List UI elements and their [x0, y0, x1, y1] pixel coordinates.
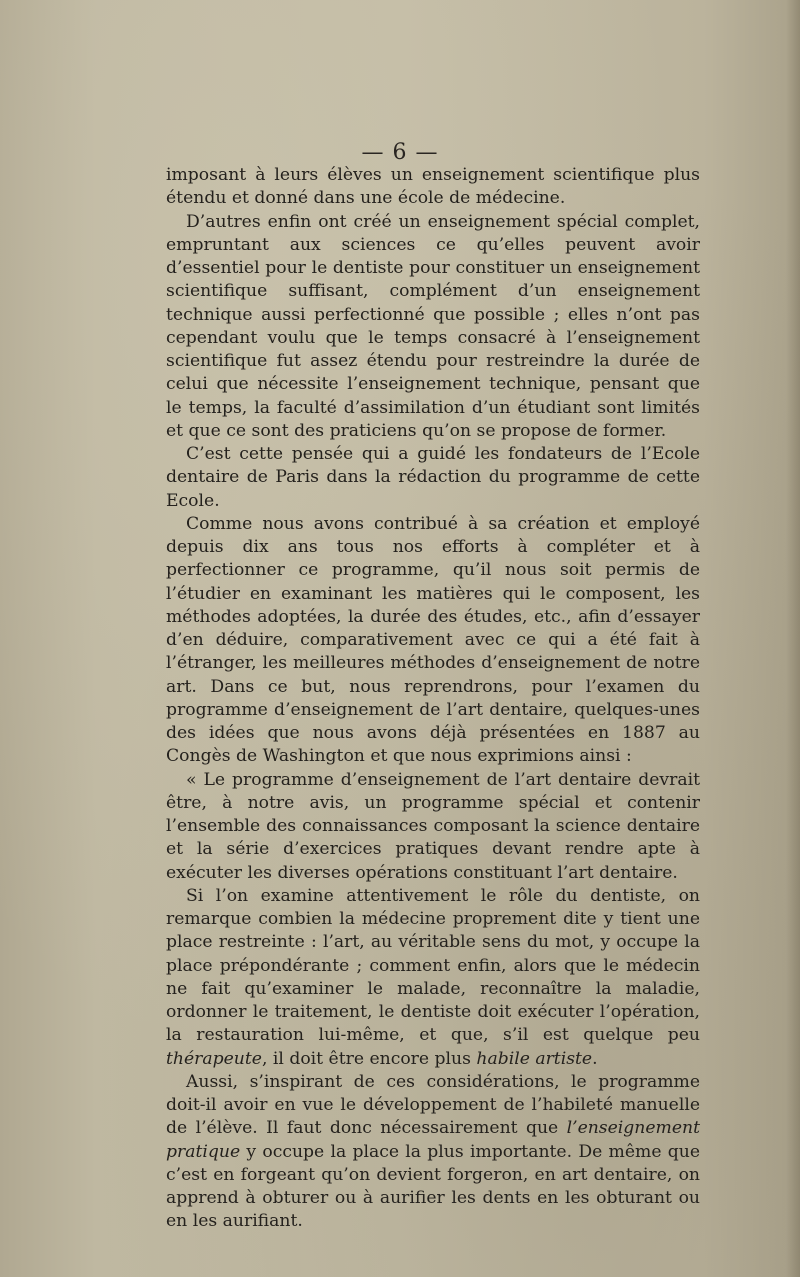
paragraph-6-middle: , il doit être encore plus — [261, 1048, 477, 1069]
paragraph-5-quote: « Le programme d’enseignement de l’art dentaire devrait être, à notre avis, un programme spécial et contenir l’ensemble des connaissances composant la science dentaire et la série d’exercices pratiques devant rendre apte à exécuter les diverses opérations constituant l’art dentaire. — [166, 769, 700, 883]
paragraph-6 — [166, 885, 700, 1071]
paragraph-6-text: Si l’on examine attentivement le rôle du dentiste, on remarque combien la médecine proprement dite y tient une place restreinte : l’art, au véritable sens du mot, y occupe la place prépondérante ; comment enfin, alors que le médecin ne fait qu’examiner le malade, reconnaître la maladie, ordonner le traitement, le dentiste doit exécuter l’opération, la restauration lui-même, et que, s’il est quelque peu — [166, 885, 700, 1046]
paragraph-4: Comme nous avons contribué à sa création et employé depuis dix ans tous nos efforts à compléter et à perfectionner ce programme, qu’il nous soit permis de l’étudier en examinant les matières qui le composent, les méthodes adoptées, la durée des études, etc., afin d’essayer d’en déduire, comparativement avec ce qui a été fait à l’étranger, les meilleures méthodes d’enseignement de notre art. Dans ce but, nous reprendrons, pour l’examen du programme d’enseignement de l’art dentaire, quelques-unes des idées que nous avons déjà présentées en 1887 au Congès de Washington et que nous exprimions ainsi : — [166, 513, 700, 767]
body-text — [166, 164, 700, 1234]
emphasis-habile-artiste: habile artiste — [476, 1048, 593, 1069]
paragraph-3: C’est cette pensée qui a guidé les fondateurs de l’Ecole dentaire de Paris dans la rédaction du programme de cette Ecole. — [166, 444, 700, 511]
page-edge-shadow — [786, 0, 800, 1277]
paragraph-6-end: . — [592, 1048, 598, 1069]
page-number: — 6 — — [361, 140, 439, 165]
paragraph-7-end: y occupe la place la plus importante. De même que c’est en forgeant qu’on devient forgeron, en art dentaire, on apprend à obturer ou à aurifier les dents en les obturant ou en les aurifiant. — [166, 1141, 700, 1232]
paragraph-2: D’autres enfin ont créé un enseignement spécial complet, empruntant aux sciences ce qu’elles peuvent avoir d’essentiel pour le dentiste pour constituer un enseignement scientifique suffisant, complément d’un enseignement technique aussi perfectionné que possible ; elles n’ont pas cependant voulu que le temps consacré à l’enseignement scientifique fut assez étendu pour restreindre la durée de celui que nécessite l’enseignement technique, pensant que le temps, la faculté d’assimilation d’un étudiant sont limités et que ce sont des praticiens qu’on se propose de former. — [166, 211, 700, 441]
paragraph-7-text: Aussi, s’inspirant de ces considérations, le programme doit-il avoir en vue le développement de l’habileté manuelle de l’élève. Il faut donc nécessairement que — [166, 1071, 700, 1139]
paragraph-1: imposant à leurs élèves un enseignement scientifique plus étendu et donné dans une école de médecine. — [166, 165, 700, 209]
emphasis-therapeute: thérapeute — [166, 1048, 262, 1069]
emphasis-enseignement-pratique: l’enseignement pratique — [166, 1118, 700, 1162]
paragraph-7 — [166, 1071, 700, 1234]
